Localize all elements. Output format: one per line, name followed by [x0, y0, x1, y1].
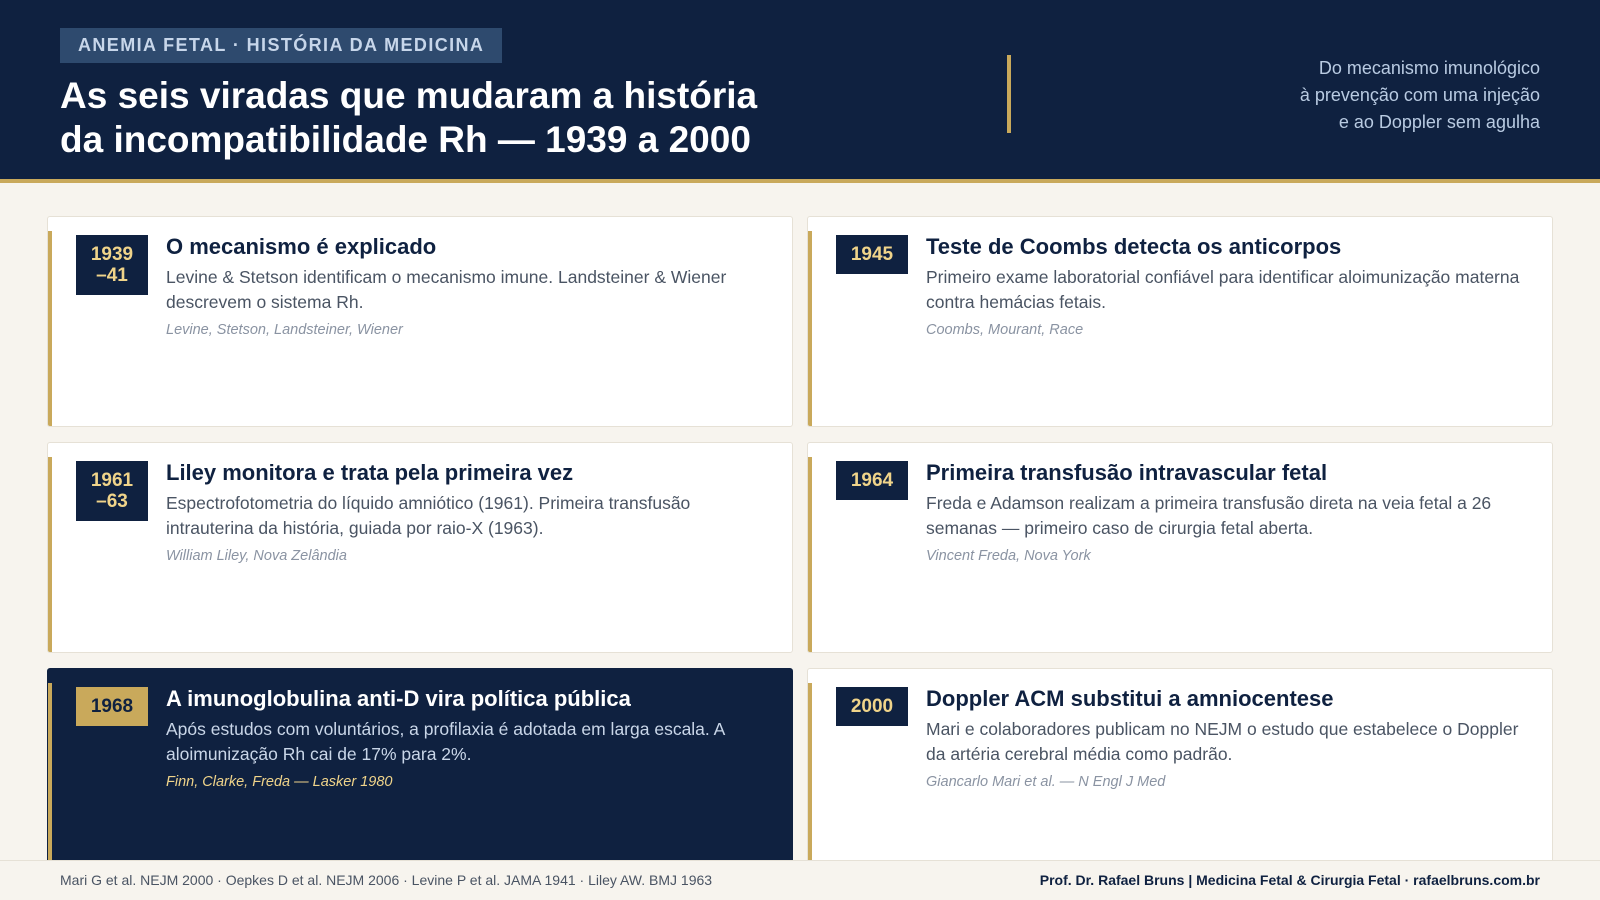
year-badge: 1939 –41 [76, 235, 148, 295]
footer [0, 860, 1600, 900]
card-credit: William Liley, Nova Zelândia [166, 548, 347, 564]
title-line-1: As seis viradas que mudaram a história [60, 75, 758, 116]
card-title: A imunoglobulina anti-D vira política pública [166, 686, 631, 711]
card-text: Espectrofotometria do líquido amniótico (1961). Primeira transfusão intrauterina da história, guiada por raio-X (1963). [166, 493, 691, 538]
footer-signature: Prof. Dr. Rafael Bruns | Medicina Fetal & Cirurgia Fetal · rafaelbruns.com.br [1039, 872, 1540, 888]
card-text: Freda e Adamson realizam a primeira transfusão direta na veia fetal a 26 semanas — primeiro caso de cirurgia fetal aberta. [926, 493, 1492, 538]
card-credit: Vincent Freda, Nova York [926, 548, 1091, 564]
footer-references: Mari G et al. NEJM 2000 · Oepkes D et al. NEJM 2006 · Levine P et al. JAMA 1941 · Liley AW. BMJ 1963 [60, 872, 713, 888]
card-title: O mecanismo é explicado [166, 234, 437, 259]
title-line-2: da incompatibilidade Rh — 1939 a 2000 [60, 119, 751, 160]
card-title: Primeira transfusão intravascular fetal [926, 460, 1328, 485]
card-title: Doppler ACM substitui a amniocentese [926, 686, 1334, 711]
timeline-card-1939 [47, 216, 793, 427]
year-badge: 1961 –63 [76, 461, 148, 521]
card-credit: Finn, Clarke, Freda — Lasker 1980 [166, 774, 393, 790]
card-text: Levine & Stetson identificam o mecanismo imune. Landsteiner & Wiener descrevem o sistema Rh. [166, 267, 727, 312]
card-credit: Coombs, Mourant, Race [926, 322, 1084, 338]
card-text: Primeiro exame laboratorial confiável para identificar aloimunização materna contra hemácias fetais. [926, 267, 1520, 312]
timeline-card-1964 [807, 442, 1553, 653]
kicker-badge: ANEMIA FETAL · HISTÓRIA DA MEDICINA [60, 28, 502, 63]
year-badge: 1964 [836, 461, 908, 500]
card-title: Teste de Coombs detecta os anticorpos [926, 234, 1342, 259]
tagline-line-2: à prevenção com uma injeção [1299, 85, 1540, 105]
card-title: Liley monitora e trata pela primeira vez [166, 460, 574, 485]
year-badge: 1945 [836, 235, 908, 274]
year-badge: 1968 [76, 687, 148, 726]
timeline-card-1968-highlight [47, 668, 793, 879]
header [0, 0, 1600, 183]
year-badge: 2000 [836, 687, 908, 726]
tagline-line-3: e ao Doppler sem agulha [1338, 112, 1540, 132]
page-title [60, 74, 960, 162]
timeline-card-1961 [47, 442, 793, 653]
card-credit: Levine, Stetson, Landsteiner, Wiener [166, 322, 403, 338]
tagline-line-1: Do mecanismo imunológico [1318, 58, 1540, 78]
timeline-card-1945 [807, 216, 1553, 427]
tagline [1140, 55, 1540, 136]
header-divider [1007, 55, 1011, 133]
timeline-card-2000 [807, 668, 1553, 879]
card-credit: Giancarlo Mari et al. — N Engl J Med [926, 774, 1166, 790]
card-text: Após estudos com voluntários, a profilaxia é adotada em larga escala. A aloimunização Rh cai de 17% para 2%. [166, 719, 725, 764]
card-text: Mari e colaboradores publicam no NEJM o estudo que estabelece o Doppler da artéria cerebral média como padrão. [926, 719, 1519, 764]
